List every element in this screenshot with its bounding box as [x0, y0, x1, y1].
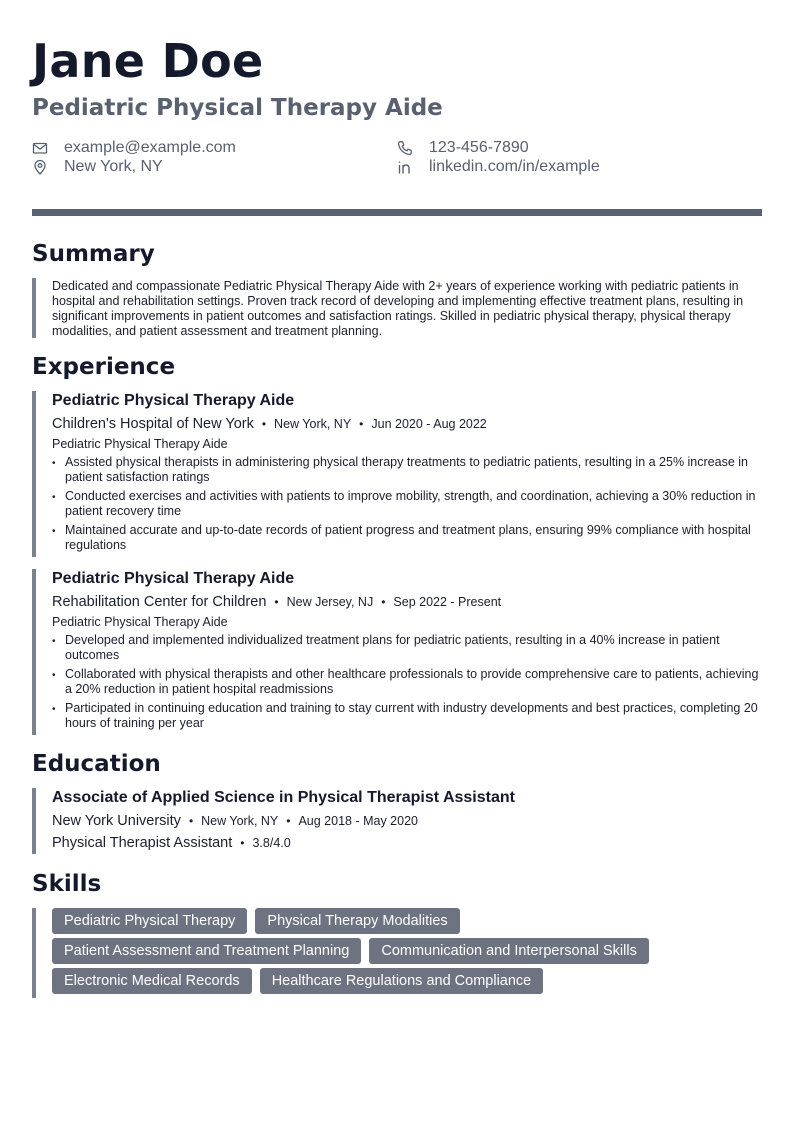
phone-text[interactable]: 123-456-7890	[429, 139, 529, 156]
separator-dot-icon: •	[359, 417, 364, 431]
edu-school-row	[52, 811, 762, 831]
skill-chip: Communication and Interpersonal Skills	[369, 938, 649, 964]
contact-email[interactable]	[32, 139, 236, 157]
job-dates: Sep 2022 - Present	[393, 595, 502, 609]
job-dates: Jun 2020 - Aug 2022	[371, 417, 487, 431]
job-bullets	[52, 455, 762, 553]
education-heading: Education	[32, 751, 161, 777]
edu-degree: Associate of Applied Science in Physical Therapist Assistant	[52, 789, 515, 806]
contact-location	[32, 158, 163, 176]
skills-block	[32, 908, 762, 998]
job-company: Children's Hospital of New York	[52, 416, 254, 432]
contact-phone[interactable]	[397, 139, 529, 157]
job-bullet: • Collaborated with physical therapists and other healthcare professionals to provide comprehensive care to patients, achieving a 20% reduction in patient hospital readmissions	[52, 667, 762, 697]
skills-list	[52, 908, 762, 994]
edu-dates: Aug 2018 - May 2020	[298, 814, 418, 828]
summary-text: Dedicated and compassionate Pediatric Physical Therapy Aide with 2+ years of experience working with pediatric patients in hospital and rehabilitation settings. Proven track record of developing and implementing effective treatment plans, resulting in significant improvements in patient outcomes and satisfaction ratings. Skilled in pediatric physical therapy, physical therapy modalities, and patient assessment and treatment planning.	[52, 279, 744, 338]
job-subtitle: Pediatric Physical Therapy Aide	[52, 615, 228, 629]
job-meta	[52, 414, 762, 434]
edu-field-row	[52, 833, 762, 853]
job-location: New Jersey, NJ	[286, 595, 374, 609]
separator-dot-icon: •	[188, 814, 194, 828]
separator-dot-icon: •	[274, 595, 279, 609]
job-bullet: • Developed and implemented individualized treatment plans for pediatric patients, resulting in a 40% increase in patient outcomes	[52, 633, 762, 663]
separator-dot-icon: •	[286, 814, 291, 828]
edu-location: New York, NY	[201, 814, 279, 828]
job-bullet: • Assisted physical therapists in administering physical therapy treatments to pediatric patients, resulting in a 25% increase in patient satisfaction ratings	[52, 455, 762, 485]
edu-school: New York University	[52, 813, 181, 829]
job-location: New York, NY	[274, 417, 352, 431]
skill-chip: Patient Assessment and Treatment Planning	[52, 938, 361, 964]
skills-heading: Skills	[32, 871, 102, 897]
job-bullet: • Participated in continuing education and training to stay current with industry developments and best practices, completing 20 hours of training per year	[52, 701, 762, 731]
job-subtitle: Pediatric Physical Therapy Aide	[52, 437, 228, 451]
skill-chip: Electronic Medical Records	[52, 968, 252, 994]
linkedin-icon	[397, 159, 413, 175]
skill-chip: Physical Therapy Modalities	[255, 908, 459, 934]
job-entry	[32, 569, 762, 735]
job-entry	[32, 391, 762, 557]
contact-linkedin[interactable]	[397, 158, 600, 176]
job-bullets	[52, 633, 762, 731]
job-title: Pediatric Physical Therapy Aide	[52, 392, 295, 409]
job-company: Rehabilitation Center for Children	[52, 594, 267, 610]
linkedin-text[interactable]: linkedin.com/in/example	[429, 158, 600, 175]
phone-icon	[397, 140, 413, 156]
summary-block	[32, 278, 762, 338]
candidate-title: Pediatric Physical Therapy Aide	[32, 95, 443, 121]
job-title: Pediatric Physical Therapy Aide	[52, 570, 295, 587]
job-meta	[52, 592, 762, 612]
candidate-name: Jane Doe	[32, 34, 264, 88]
job-bullet: • Conducted exercises and activities with patients to improve mobility, strength, and coordination, achieving a 30% reduction in patient recovery time	[52, 489, 762, 519]
summary-heading: Summary	[32, 241, 155, 267]
edu-gpa: 3.8/4.0	[252, 836, 291, 850]
education-entry	[32, 788, 762, 854]
separator-dot-icon: •	[381, 595, 386, 609]
skill-chip: Healthcare Regulations and Compliance	[260, 968, 544, 994]
experience-heading: Experience	[32, 354, 176, 380]
edu-field: Physical Therapist Assistant	[52, 835, 233, 851]
job-bullet: • Maintained accurate and up-to-date records of patient progress and treatment plans, ensuring 99% compliance with hospital regulations	[52, 523, 762, 553]
skill-chip: Pediatric Physical Therapy	[52, 908, 247, 934]
separator-dot-icon: •	[261, 417, 267, 431]
location-text: New York, NY	[64, 158, 163, 175]
header-divider	[32, 209, 762, 216]
location-pin-icon	[32, 159, 48, 175]
mail-icon	[32, 140, 48, 156]
separator-dot-icon: •	[240, 836, 245, 850]
email-text[interactable]: example@example.com	[64, 139, 236, 156]
